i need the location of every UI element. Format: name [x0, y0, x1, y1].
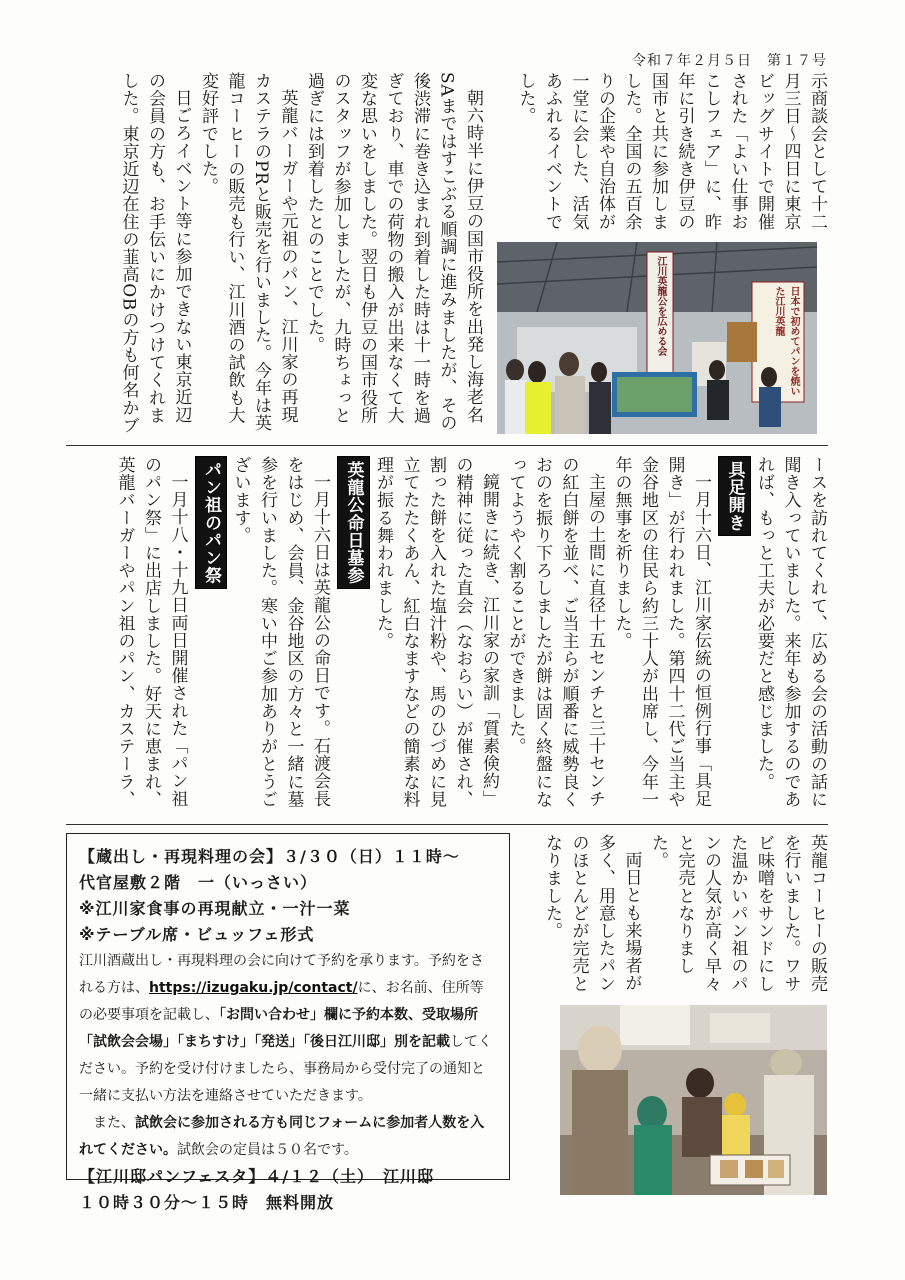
- pan-fes-continuation: 英龍コーヒーの販売を行いました。ワサビ味噌をサンドにした温かいパン祖のパンの人気が高く早々と完売となりました。: [648, 834, 827, 993]
- gusoku-paragraph: 主屋の土間に直径十五センチと三十センチの紅白餅を並べ、ご当主らが順番に威勢良くおのを振り下ろしましたが餅は固く終盤になってようやく割ることができました。: [505, 456, 605, 808]
- meinichi-paragraph: 一月十六日は英龍公の命日です。石渡会長をはじめ、会員、金谷地区の方々と一緒に墓参を行いました。寒い中ご参加ありがとうございます。: [230, 456, 330, 808]
- pan-fes-continuation-column: [526, 834, 830, 1002]
- notice-seating-note: ※テーブル席・ビュッフェ形式: [79, 925, 315, 944]
- notice-reservation-text: 江川酒蔵出し・再現料理の会に向けて予約を承ります。予約をされる方は、https://izugaku.jp/contact/に、お名前、住所等の必要事項を記載し、「お問い合わせ」欄に予約本数、受取場所「試飲会会場」「まちすけ」「発送」「後日江川邸」別を記載してください。予約を受け付けましたら、事務局から受付完了の通知と一緒に支払い方法を連絡させていただきます。: [79, 953, 492, 1104]
- trade-fair-paragraph: 日ごろイベント等に参加できない東京近辺の会員の方も、お手伝いにかけつけてくれました。東京近辺在住の韮高OBの方も何名かブ: [118, 72, 192, 435]
- notice-event-title: 【蔵出し・再現料理の会】３/３０（日）１１時～: [79, 847, 460, 866]
- trade-fair-column-left: [80, 72, 486, 440]
- trade-fair-intro: 示商談会として十二月三日～四日に東京ビッグサイトで開催された「よい仕事おこしフェア」に、昨年に引き続き伊豆の国市と共に参加しました。全国の五百余りの企業や自治体が一堂に会した、活気あふれるイベントでした。: [515, 72, 827, 231]
- pan-festival-illustration: [560, 1005, 827, 1195]
- pan-fes-closing: 両日とも来場者が多く、用意したパンのほとんどが完売となりました。: [542, 834, 642, 993]
- section-divider-middle: [66, 824, 828, 825]
- gusoku-paragraph: 鏡開きに続き、江川家の家訓「質素倹約」の精神に従った直会（なおらい）が催され、割った餅を入れた塩汁粉や、馬のひづめに見立てたたくあん、紅白なますなどの簡素な料理が振る舞われました。: [373, 456, 499, 808]
- pan-fes-paragraph: 一月十八・十九日両日開催された「パン祖のパン祭」に出店しました。好天に恵まれ、英龍バーガーやパン祖のパン、カステーラ、: [114, 456, 188, 808]
- booth-banner-right: 日本で初めてパンを焼いた江川英龍: [773, 286, 799, 396]
- booth-banner-left: 江川英龍公を広める会: [655, 256, 666, 356]
- issue-date-header: 令和７年２月５日 第１７号: [632, 53, 827, 69]
- pan-festival-photo: [560, 1005, 827, 1195]
- notice-pan-festa-time: １０時３０分～１５時 無料開放: [79, 1193, 335, 1212]
- middle-column: [66, 456, 830, 818]
- meinichi-heading: 英龍公命日墓参: [337, 456, 370, 818]
- section-divider-top: [66, 445, 828, 446]
- notice-tasting-text: また、試飲会に参加される方も同じフォームに参加者人数を入れてください。試飲会の定員は５０名です。: [79, 1115, 485, 1158]
- notice-pan-festa-title: 【江川邸パンフェスタ】４/１２（土） 江川邸: [79, 1167, 435, 1186]
- event-notice-box: [66, 833, 510, 1212]
- notice-menu-note: ※江川家食事の再現献立・一汁一菜: [79, 899, 351, 918]
- trade-fair-booth-photo: [497, 242, 817, 434]
- notice-venue: 代官屋敷２階 一（いっさい）: [79, 873, 318, 892]
- booth-continuation: ースを訪れてくれて、広める会の活動の話に聞き入っていました。来年も参加するのであれば、もっと工夫が必要だと感じました。: [754, 456, 827, 808]
- trade-fair-column-right: [496, 72, 830, 240]
- gusoku-heading: 具足開き: [718, 456, 751, 818]
- gusoku-paragraph: 一月十六日、江川家伝統の恒例行事「具足開き」が行われました。第四十二代ご当主や金谷地区の住民ら約三十人が出席し、今年一年の無事を祈りました。: [611, 456, 711, 808]
- trade-fair-paragraph: 英龍バーガーや元祖のパン、江川家の再現カステラのPRと販売を行いました。今年は英龍コーヒーの販売も行い、江川酒の試飲も大変好評でした。: [198, 72, 298, 432]
- pan-fes-heading: パン祖のパン祭: [195, 456, 228, 818]
- trade-fair-paragraph: 朝六時半に伊豆の国市役所を出発し海老名SAまではすこぶる順調に進みましたが、その後渋滞に巻き込まれ到着した時は十一時を過ぎており、車での荷物の搬入が出来なくて大変な思いをしました。翌日も伊豆の国市役所のスタッフが参加しましたが、九時ちょっと過ぎには到着したとのことでした。: [304, 72, 483, 432]
- contact-url-link[interactable]: https://izugaku.jp/contact/: [149, 980, 358, 996]
